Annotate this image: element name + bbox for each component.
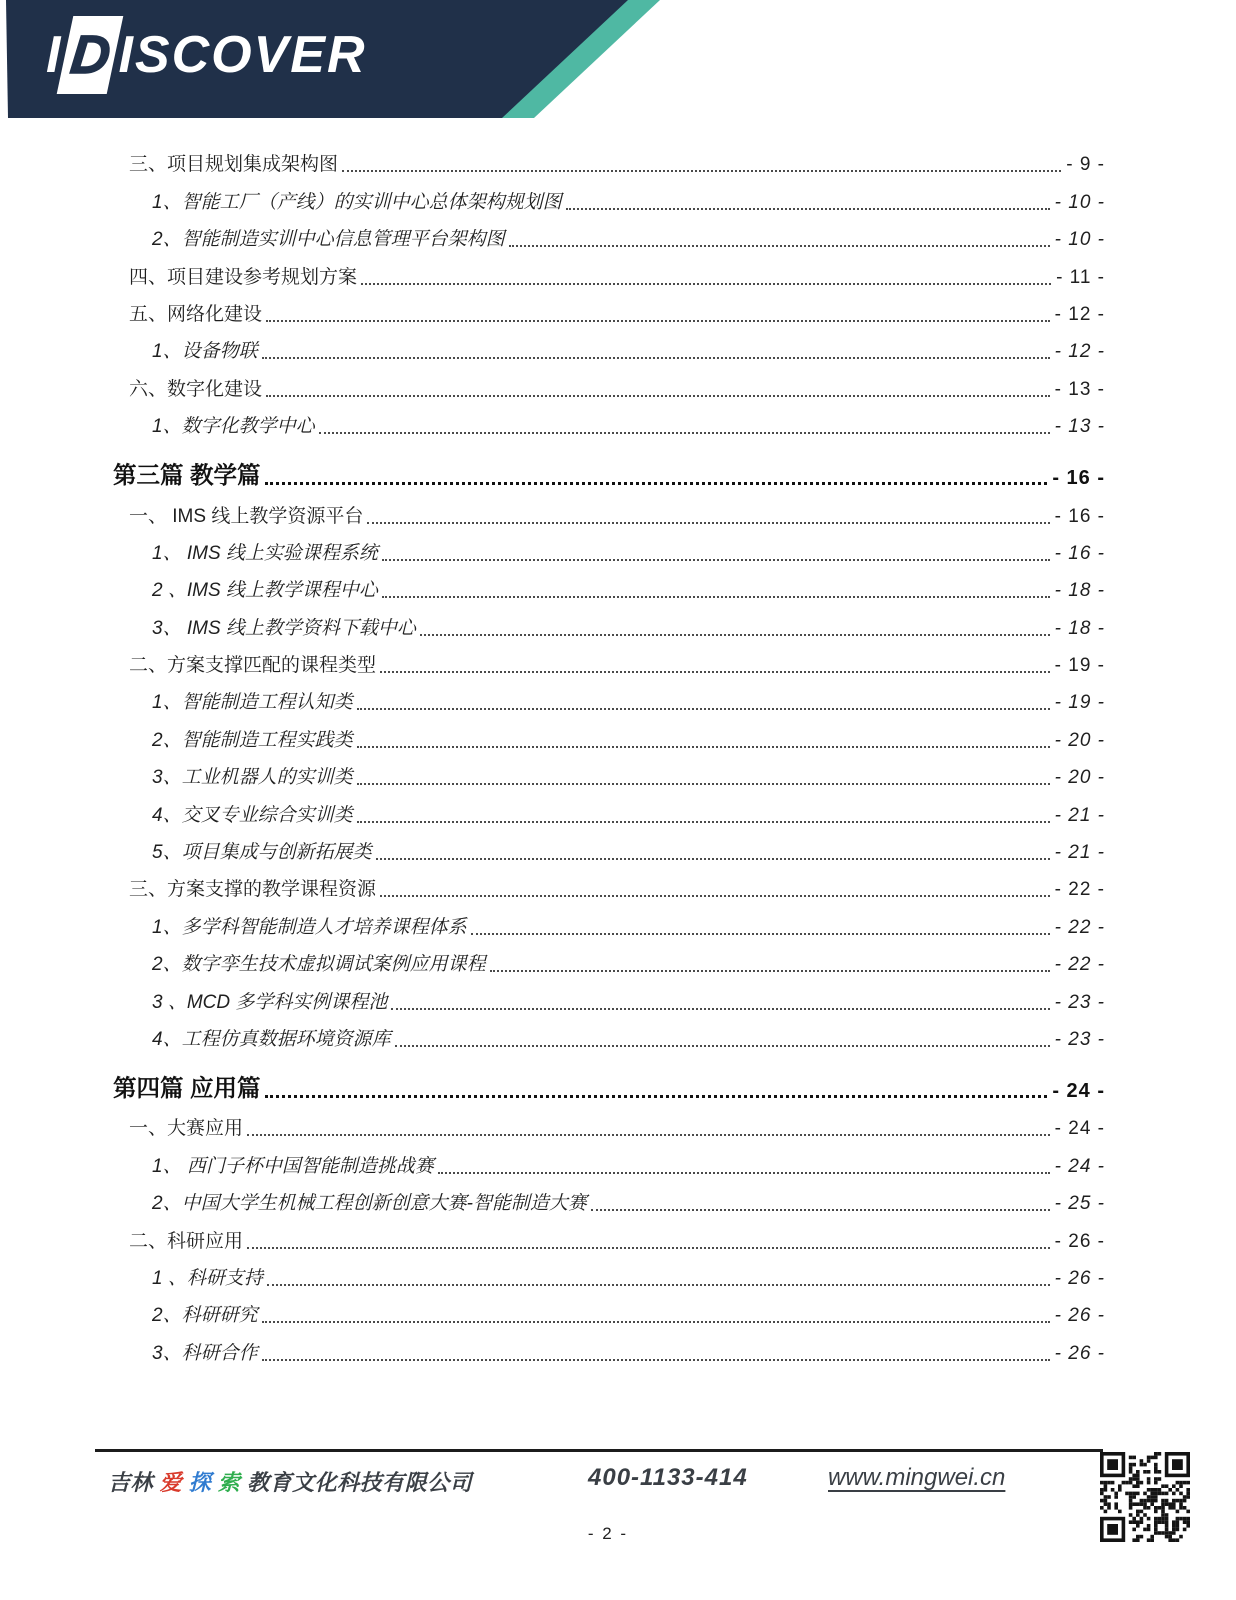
toc-entry-label: 1、智能工厂（产线）的实训中心总体架构规划图 <box>152 191 562 213</box>
toc-entry-page-number: - 16 - <box>1052 467 1105 490</box>
toc-entry-label: 2、智能制造工程实践类 <box>152 729 353 751</box>
company-name-segment: 吉林 <box>108 1470 154 1495</box>
toc-entry-label: 第三篇 教学篇 <box>113 462 261 489</box>
dot-leader <box>566 208 1050 210</box>
toc-entry-page-number: - 11 - <box>1056 266 1105 288</box>
dot-leader <box>361 283 1051 285</box>
toc-entry-page-number: - 18 - <box>1054 580 1105 602</box>
toc-entry-page-number: - 13 - <box>1054 378 1105 400</box>
toc-entry-page-number: - 26 - <box>1054 1342 1105 1364</box>
toc-entry-page-number: - 10 - <box>1054 191 1105 213</box>
toc-entry-page-number: - 19 - <box>1054 655 1105 677</box>
toc-entry-label: 1、智能制造工程认知类 <box>152 692 353 714</box>
dot-leader <box>357 708 1050 710</box>
toc-entry[interactable] <box>0 1063 1105 1109</box>
toc-entry[interactable] <box>0 1296 1105 1333</box>
toc-entry-label: 2、科研研究 <box>152 1305 258 1327</box>
toc-entry[interactable] <box>0 945 1105 982</box>
dot-leader <box>266 395 1050 397</box>
dot-leader <box>357 783 1050 785</box>
dot-leader <box>265 482 1048 485</box>
dot-leader <box>395 1045 1050 1047</box>
toc-entry-label: 2、中国大学生机械工程创新创意大赛-智能制造大赛 <box>152 1193 587 1215</box>
toc-entry[interactable] <box>0 795 1105 832</box>
discover-logo <box>46 16 367 94</box>
toc-entry-label: 2 、IMS 线上教学课程中心 <box>152 580 378 602</box>
toc-entry-page-number: - 22 - <box>1054 916 1105 938</box>
toc-entry-page-number: - 24 - <box>1052 1079 1105 1102</box>
dot-leader <box>438 1172 1050 1174</box>
company-name-segment: 探 <box>188 1470 212 1495</box>
dot-leader <box>382 596 1050 598</box>
logo-d-box-icon <box>57 16 124 94</box>
toc-entry-label: 二、科研应用 <box>129 1230 244 1252</box>
toc-entry[interactable] <box>0 1146 1105 1183</box>
toc-entry-label: 3 、MCD 多学科实例课程池 <box>152 991 388 1013</box>
toc-entry-page-number: - 16 - <box>1054 505 1105 527</box>
toc-entry[interactable] <box>0 182 1105 219</box>
toc-entry[interactable] <box>0 145 1105 182</box>
toc-entry[interactable] <box>0 332 1105 369</box>
dot-leader <box>267 1284 1050 1286</box>
toc-entry-page-number: - 9 - <box>1066 154 1105 176</box>
toc-entry-page-number: - 22 - <box>1054 954 1105 976</box>
dot-leader <box>490 970 1050 972</box>
toc-entry-page-number: - 25 - <box>1054 1193 1105 1215</box>
toc-entry-label: 二、方案支撑匹配的课程类型 <box>129 655 377 677</box>
toc-entry[interactable] <box>0 982 1105 1019</box>
dot-leader <box>262 1321 1050 1323</box>
toc-entry-label: 3、 IMS 线上教学资料下载中心 <box>152 617 416 639</box>
toc-entry[interactable] <box>0 907 1105 944</box>
toc-entry-label: 5、项目集成与创新拓展类 <box>152 842 372 864</box>
toc-entry[interactable] <box>0 496 1105 533</box>
toc-entry-page-number: - 16 - <box>1054 542 1105 564</box>
toc-entry[interactable] <box>0 369 1105 406</box>
dot-leader <box>319 432 1050 434</box>
document-page-number: - 2 - <box>587 1524 629 1543</box>
toc-entry[interactable] <box>0 758 1105 795</box>
toc-entry-label: 1 、科研支持 <box>152 1267 263 1289</box>
dot-leader <box>591 1209 1050 1211</box>
toc-entry-label: 4、工程仿真数据环境资源库 <box>152 1028 391 1050</box>
logo-letter-i: I <box>46 26 62 84</box>
dot-leader <box>376 858 1050 860</box>
toc-entry[interactable] <box>0 407 1105 444</box>
toc-entry-label: 3、科研合作 <box>152 1342 258 1364</box>
toc-entry-label: 四、项目建设参考规划方案 <box>129 266 358 288</box>
toc-entry-page-number: - 20 - <box>1054 729 1105 751</box>
toc-entry-page-number: - 22 - <box>1054 879 1105 901</box>
toc-entry[interactable] <box>0 571 1105 608</box>
toc-entry-page-number: - 26 - <box>1054 1305 1105 1327</box>
toc-entry-page-number: - 24 - <box>1054 1155 1105 1177</box>
toc-entry-label: 三、方案支撑的教学课程资源 <box>129 879 377 901</box>
dot-leader <box>509 245 1050 247</box>
dot-leader <box>266 320 1050 322</box>
dot-leader <box>357 821 1050 823</box>
toc-entry-label: 六、数字化建设 <box>129 378 263 400</box>
toc-entry-page-number: - 20 - <box>1054 767 1105 789</box>
dot-leader <box>265 1095 1048 1098</box>
toc-entry-label: 1、 IMS 线上实验课程系统 <box>152 542 378 564</box>
toc-entry[interactable] <box>0 1259 1105 1296</box>
toc-entry[interactable] <box>0 683 1105 720</box>
toc-entry-label: 3、工业机器人的实训类 <box>152 767 353 789</box>
toc-entry-page-number: - 23 - <box>1054 991 1105 1013</box>
toc-entry-label: 4、交叉专业综合实训类 <box>152 804 353 826</box>
toc-entry-page-number: - 23 - <box>1054 1028 1105 1050</box>
dot-leader <box>262 1359 1050 1361</box>
toc-entry-page-number: - 26 - <box>1054 1230 1105 1252</box>
toc-entry[interactable] <box>0 1109 1105 1146</box>
toc-entry-label: 2、智能制造实训中心信息管理平台架构图 <box>152 229 505 251</box>
dot-leader <box>342 170 1061 172</box>
toc-entry-label: 2、数字孪生技术虚拟调试案例应用课程 <box>152 954 486 976</box>
table-of-contents <box>0 145 1105 1371</box>
toc-entry-label: 1、设备物联 <box>152 341 258 363</box>
toc-entry[interactable] <box>0 646 1105 683</box>
toc-entry-label: 1、数字化教学中心 <box>152 416 315 438</box>
dot-leader <box>357 746 1050 748</box>
toc-entry-page-number: - 26 - <box>1054 1267 1105 1289</box>
toc-entry-label: 1、多学科智能制造人才培养课程体系 <box>152 916 467 938</box>
logo-wordmark: ISCOVER <box>118 26 367 84</box>
toc-entry[interactable] <box>0 220 1105 257</box>
footer-phone-number: 400-1133-414 <box>588 1464 748 1491</box>
toc-entry-label: 第四篇 应用篇 <box>113 1074 261 1101</box>
toc-entry[interactable] <box>0 608 1105 645</box>
toc-entry[interactable] <box>0 257 1105 294</box>
dot-leader <box>471 933 1050 935</box>
company-name-segment: 教育文化科技有限公司 <box>247 1470 473 1495</box>
toc-entry[interactable] <box>0 720 1105 757</box>
toc-entry[interactable] <box>0 1221 1105 1258</box>
toc-entry-label: 三、项目规划集成架构图 <box>129 154 339 176</box>
company-name-segment: 索 <box>217 1470 241 1495</box>
toc-entry-page-number: - 10 - <box>1054 229 1105 251</box>
footer-company-name <box>108 1466 472 1497</box>
toc-entry-label: 一、大赛应用 <box>129 1118 244 1140</box>
toc-entry[interactable] <box>0 1020 1105 1057</box>
dot-leader <box>420 634 1050 636</box>
toc-entry[interactable] <box>0 1184 1105 1221</box>
toc-entry[interactable] <box>0 870 1105 907</box>
toc-entry-page-number: - 12 - <box>1054 303 1105 325</box>
dot-leader <box>367 522 1049 524</box>
toc-entry-page-number: - 12 - <box>1054 341 1105 363</box>
company-name-segment: 爱 <box>159 1470 183 1495</box>
footer-divider <box>95 1449 1103 1452</box>
toc-entry[interactable] <box>0 534 1105 571</box>
dot-leader <box>382 559 1050 561</box>
toc-entry-label: 五、网络化建设 <box>129 303 263 325</box>
toc-entry-page-number: - 13 - <box>1054 416 1105 438</box>
toc-entry-page-number: - 19 - <box>1054 692 1105 714</box>
dot-leader <box>262 357 1050 359</box>
toc-entry-label: 1、 西门子杯中国智能制造挑战赛 <box>152 1155 434 1177</box>
toc-entry-page-number: - 21 - <box>1054 804 1105 826</box>
toc-entry[interactable] <box>0 833 1105 870</box>
header-banner <box>0 0 700 120</box>
toc-entry-page-number: - 18 - <box>1054 617 1105 639</box>
dot-leader <box>247 1134 1050 1136</box>
toc-entry-page-number: - 24 - <box>1054 1118 1105 1140</box>
dot-leader <box>391 1008 1049 1010</box>
toc-entry-page-number: - 21 - <box>1054 842 1105 864</box>
dot-leader <box>380 671 1050 673</box>
footer-website-link[interactable]: www.mingwei.cn <box>828 1464 1006 1491</box>
toc-entry[interactable] <box>0 1333 1105 1370</box>
toc-entry[interactable] <box>0 450 1105 496</box>
dot-leader <box>380 895 1050 897</box>
logo-letter-d: D <box>67 25 114 85</box>
toc-entry-label: 一、 IMS 线上教学资源平台 <box>129 505 364 527</box>
dot-leader <box>247 1247 1050 1249</box>
toc-entry[interactable] <box>0 295 1105 332</box>
